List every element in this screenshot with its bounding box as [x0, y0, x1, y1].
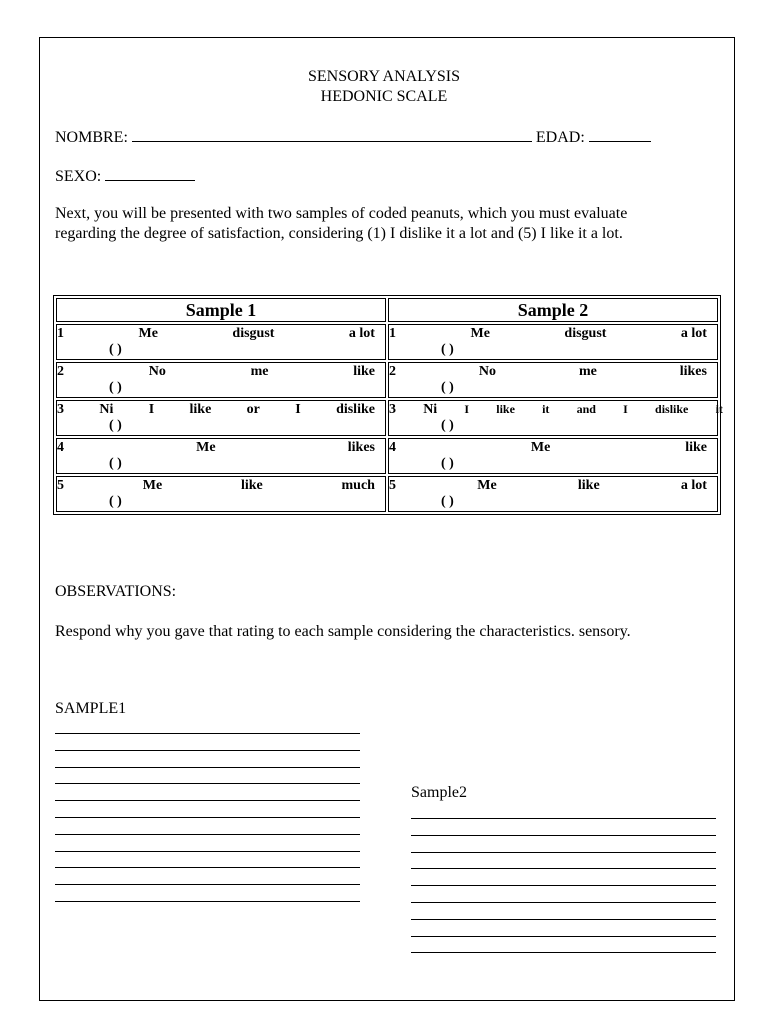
option-word: likes — [347, 440, 375, 455]
sample2-option-cell[interactable] — [388, 362, 718, 398]
sample2-answer-line[interactable] — [411, 885, 716, 886]
sample2-answer-line[interactable] — [411, 868, 716, 869]
option-word: 1 — [389, 326, 396, 341]
rating-checkbox[interactable]: ( ) — [441, 456, 454, 471]
option-word: like — [496, 402, 515, 416]
option-word: me — [250, 364, 269, 379]
sample2-header: Sample 2 — [388, 298, 718, 322]
nombre-field[interactable] — [132, 127, 532, 142]
sexo-row — [55, 166, 195, 187]
option-word: me — [578, 364, 597, 379]
option-word: much — [341, 478, 375, 493]
option-word: a lot — [680, 478, 707, 493]
option-word: dislike — [336, 402, 375, 417]
option-text — [57, 439, 385, 456]
table-row — [56, 400, 718, 436]
option-word: I — [464, 402, 470, 416]
option-word: like — [240, 478, 263, 493]
rating-checkbox[interactable]: ( ) — [109, 456, 122, 471]
sample1-option-cell[interactable] — [56, 476, 386, 512]
option-word: I — [623, 402, 628, 416]
option-word: a lot — [680, 326, 707, 341]
table-header-row — [56, 298, 718, 322]
observations-heading: OBSERVATIONS: — [55, 583, 177, 600]
sample2-answer-line[interactable] — [411, 952, 716, 953]
sample1-answer-line[interactable] — [55, 834, 360, 835]
nombre-label: NOMBRE: — [55, 129, 128, 146]
option-word: Me — [196, 440, 216, 455]
sample1-answer-line[interactable] — [55, 767, 360, 768]
sample1-answer-line[interactable] — [55, 851, 360, 852]
option-text — [389, 439, 717, 456]
option-word: it — [542, 402, 550, 416]
option-word: 4 — [57, 440, 64, 455]
option-word: disgust — [564, 326, 607, 341]
sample2-option-cell[interactable] — [388, 324, 718, 360]
option-word: it — [715, 402, 723, 416]
sample1-answer-line[interactable] — [55, 783, 360, 784]
option-word: Ni — [423, 402, 438, 417]
table-row — [56, 438, 718, 474]
option-word: 2 — [389, 364, 396, 379]
rating-checkbox[interactable]: ( ) — [109, 494, 122, 509]
page-title: SENSORY ANALYSIS — [307, 68, 461, 85]
observations-prompt: Respond why you gave that rating to each sample considering the characteristics. sensory. — [55, 623, 631, 640]
sample2-option-cell[interactable] — [388, 400, 723, 436]
option-word: Me — [142, 478, 163, 493]
sample2-answer-line[interactable] — [411, 818, 716, 819]
edad-label: EDAD: — [535, 129, 585, 146]
sample2-option-cell[interactable] — [388, 476, 718, 512]
sexo-label: SEXO: — [55, 168, 102, 185]
table-row — [56, 362, 718, 398]
sample2-answer-line[interactable] — [411, 936, 716, 937]
option-word: like — [577, 478, 600, 493]
option-word: 5 — [389, 478, 396, 493]
option-word: I — [295, 402, 301, 417]
sample1-answer-line[interactable] — [55, 750, 360, 751]
rating-checkbox[interactable]: ( ) — [109, 380, 122, 395]
option-word: 2 — [57, 364, 64, 379]
option-word: likes — [679, 364, 707, 379]
option-word: Me — [477, 478, 497, 493]
sample1-answer-line[interactable] — [55, 901, 360, 902]
option-word: No — [478, 364, 497, 379]
rating-checkbox[interactable]: ( ) — [441, 342, 454, 357]
hedonic-scale-table — [53, 295, 721, 515]
sample2-answer-line[interactable] — [411, 852, 716, 853]
option-word: Me — [138, 326, 158, 341]
option-text — [389, 477, 717, 494]
nombre-row — [55, 127, 651, 148]
instructions: Next, you will be presented with two samples of coded peanuts, which you must evaluate regarding the degree of satisfaction, considering (1) I dislike it a lot and (5) I like it a lot. — [55, 205, 628, 242]
sample1-option-cell[interactable] — [56, 362, 386, 398]
option-text — [57, 325, 385, 342]
option-word: No — [148, 364, 166, 379]
option-word: 4 — [389, 440, 396, 455]
sample1-answer-line[interactable] — [55, 800, 360, 801]
table-row — [56, 476, 718, 512]
option-word: Me — [470, 326, 490, 341]
page-subtitle: HEDONIC SCALE — [320, 88, 448, 105]
rating-checkbox[interactable]: ( ) — [441, 418, 454, 433]
option-word: a lot — [348, 326, 375, 341]
sample1-answer-line[interactable] — [55, 733, 360, 734]
option-text — [57, 363, 385, 380]
rating-checkbox[interactable]: ( ) — [109, 418, 122, 433]
sample2-answer-line[interactable] — [411, 902, 716, 903]
option-word: or — [246, 402, 260, 417]
rating-checkbox[interactable]: ( ) — [441, 380, 454, 395]
sample2-label: Sample2 — [411, 784, 467, 801]
edad-field[interactable] — [589, 127, 651, 142]
option-word: and — [576, 402, 596, 416]
sample1-option-cell[interactable] — [56, 400, 386, 436]
option-text — [389, 401, 733, 418]
table-row — [56, 324, 718, 360]
sample2-answer-line[interactable] — [411, 919, 716, 920]
option-word: 3 — [389, 402, 396, 417]
option-word: dislike — [655, 402, 689, 416]
option-word: 1 — [57, 326, 64, 341]
option-word: 3 — [57, 402, 64, 417]
sample1-label: SAMPLE1 — [55, 700, 127, 717]
option-word: Me — [530, 440, 551, 455]
option-word: like — [685, 440, 707, 455]
rating-checkbox[interactable]: ( ) — [441, 494, 454, 509]
sexo-field[interactable] — [105, 166, 195, 181]
option-text — [57, 477, 385, 494]
sample1-answer-line[interactable] — [55, 817, 360, 818]
sample1-header: Sample 1 — [56, 298, 386, 322]
sample2-answer-line[interactable] — [411, 835, 716, 836]
sample1-answer-line[interactable] — [55, 884, 360, 885]
sample1-option-cell[interactable] — [56, 324, 386, 360]
option-text — [389, 325, 717, 342]
option-word: 5 — [57, 478, 64, 493]
sample1-answer-line[interactable] — [55, 867, 360, 868]
option-text — [57, 401, 385, 418]
option-text — [389, 363, 717, 380]
option-word: Ni — [99, 402, 114, 417]
title-block — [0, 67, 768, 107]
option-word: disgust — [232, 326, 275, 341]
sample1-option-cell[interactable] — [56, 438, 386, 474]
sample2-option-cell[interactable] — [388, 438, 718, 474]
option-word: like — [353, 364, 375, 379]
rating-checkbox[interactable]: ( ) — [109, 342, 122, 357]
option-word: I — [148, 402, 155, 417]
option-word: like — [189, 402, 212, 417]
